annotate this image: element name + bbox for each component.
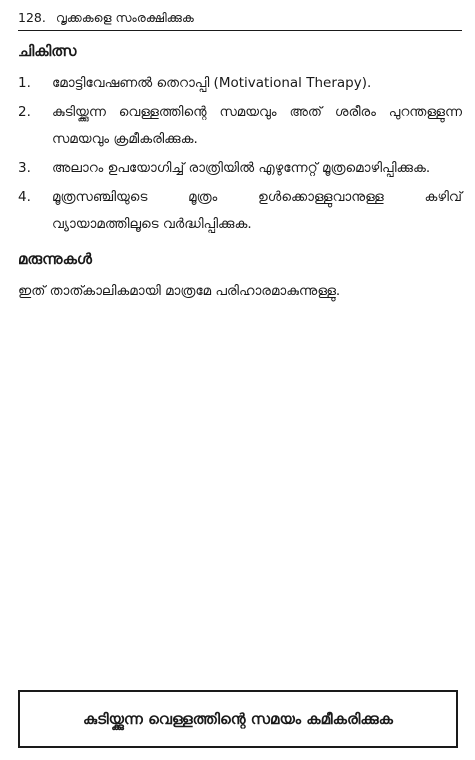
callout-text: കുടിയ്ക്കുന്ന വെള്ളത്തിന്റെ സമയം കമീകരിക്കുക	[83, 710, 393, 728]
list-item	[18, 70, 462, 97]
list-item-text: അലാറം ഉപയോഗിച്ച് രാത്രിയിൽ എഴുന്നേറ്റ് മൂത്രമൊഴിപ്പിക്കുക.	[52, 160, 431, 176]
list-item-text: കുടിയ്ക്കുന്ന വെള്ളത്തിന്റെ സമയവും അത് ശരീരം പുറന്തള്ളുന്ന സമയവും ക്രമീകരിക്കുക.	[52, 104, 462, 147]
list-item-number: 2.	[18, 104, 31, 120]
list-item	[18, 184, 462, 238]
list-item	[18, 99, 462, 153]
list-item-number: 4.	[18, 189, 31, 205]
page-content	[18, 40, 462, 305]
treatment-heading: ചികിത്സ	[18, 42, 77, 60]
list-item	[18, 155, 462, 182]
treatment-list	[18, 70, 462, 238]
book-title: വൃക്കകളെ സംരക്ഷിക്കുക	[55, 10, 194, 25]
callout-box	[18, 690, 458, 748]
list-item-number: 1.	[18, 75, 31, 91]
list-item-number: 3.	[18, 160, 31, 176]
page-number: 128.	[18, 10, 46, 25]
list-item-text: മോട്ടിവേഷണൽ തെറാപ്പി (Motivational Therapy).	[52, 75, 372, 91]
list-item-text: മൂത്രസഞ്ചിയുടെ മൂത്രം ഉൾക്കൊള്ളുവാനുള്ള കഴിവ് വ്യായാമത്തിലൂടെ വർദ്ധിപ്പിക്കുക.	[52, 189, 462, 232]
running-header	[18, 8, 462, 31]
medicines-heading: മരുന്നുകൾ	[18, 250, 92, 268]
medicines-paragraph: ഇത് താത്കാലികമായി മാത്രമേ പരിഹാരമാകുന്നുള്ളു.	[18, 283, 341, 299]
